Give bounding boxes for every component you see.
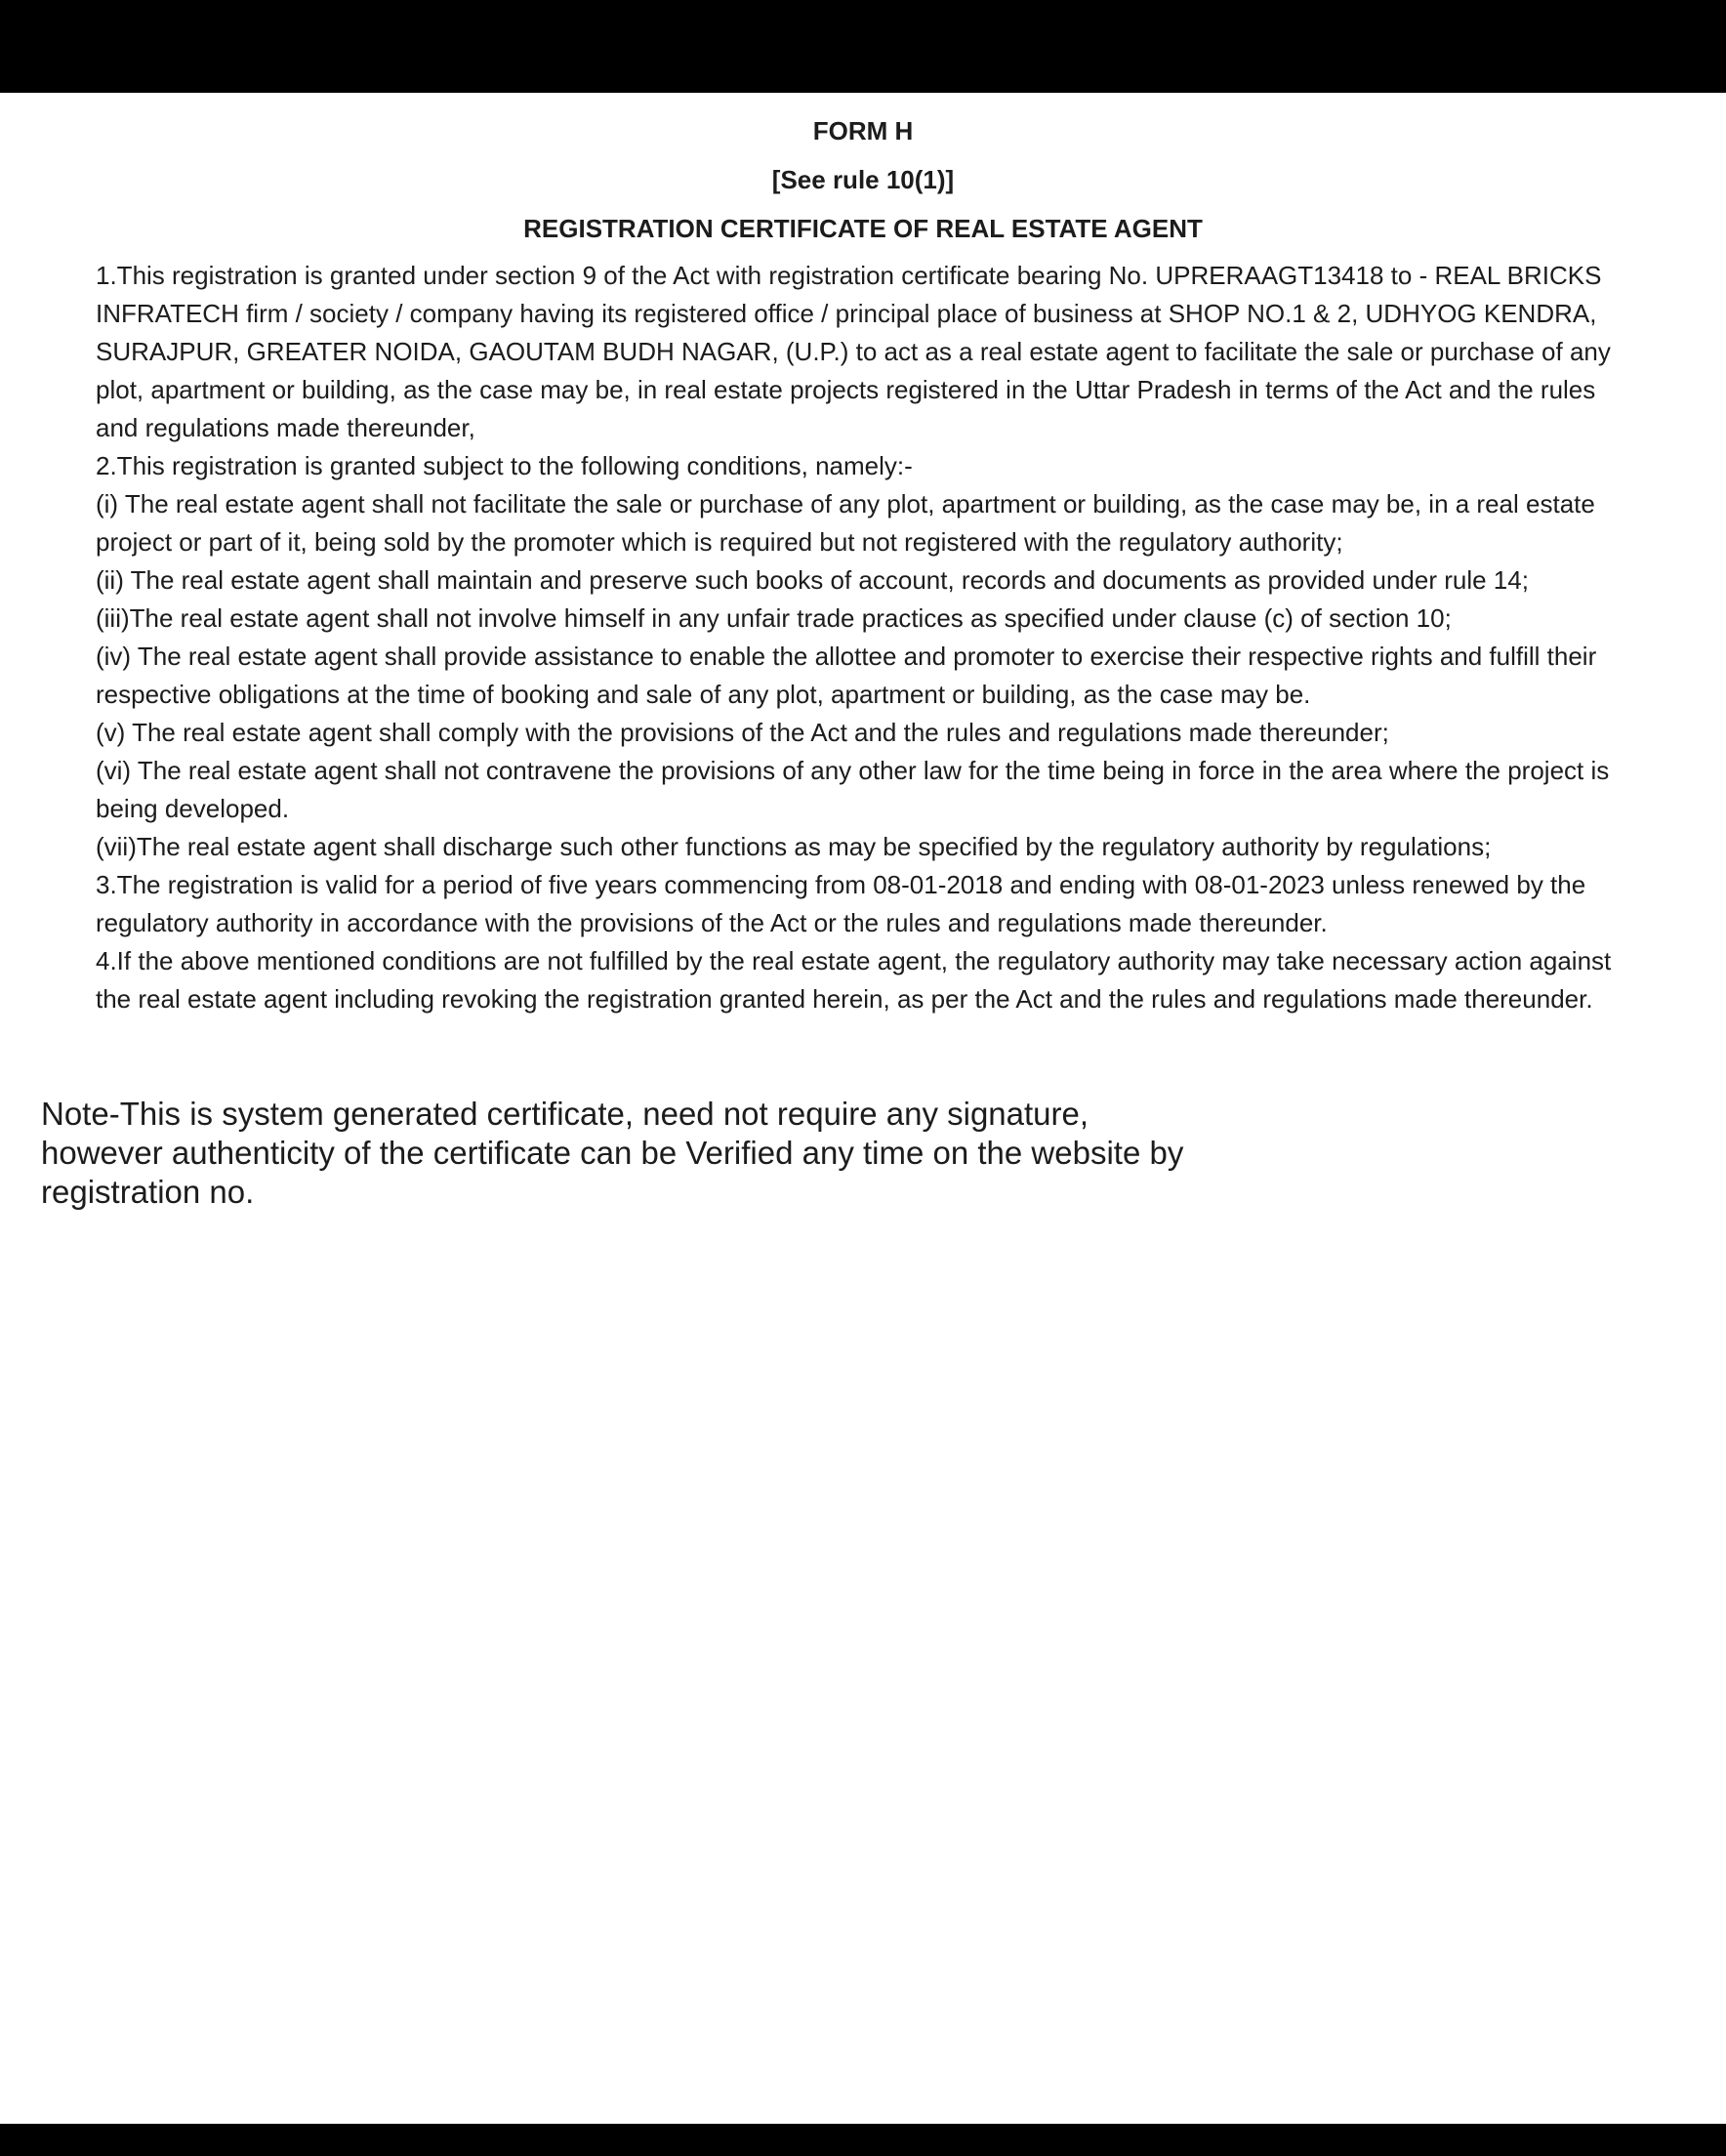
title-block — [96, 112, 1630, 149]
clause-3-validity-period: 3.The registration is valid for a period of five years commencing from 08-01-2018 and ending with 08-01-2023 unless renewed by the regulatory authority in accordance with the provisions of the Act or the rules and regulations made thereunder. — [96, 870, 1586, 937]
certificate-heading: REGISTRATION CERTIFICATE OF REAL ESTATE AGENT — [523, 214, 1203, 243]
condition-iii: (iii)The real estate agent shall not involve himself in any unfair trade practices as specified under clause (c) of section 10; — [96, 603, 1452, 633]
clause-2-conditions-intro: 2.This registration is granted subject to the following conditions, namely:- — [96, 451, 913, 480]
top-black-bar — [0, 0, 1726, 93]
system-generated-note: Note-This is system generated certificate, need not require any signature, however authenticity of the certificate can be Verified any time on the website by registration no. — [41, 1096, 1184, 1210]
certificate-body — [96, 257, 1630, 1018]
condition-iv: (iv) The real estate agent shall provide assistance to enable the allottee and promoter to exercise their respective rights and fulfill their respective obligations at the time of booking and sale of any plot, apartment or building, as the case may be. — [96, 642, 1597, 709]
rule-reference: [See rule 10(1)] — [771, 165, 955, 194]
condition-ii: (ii) The real estate agent shall maintain and preserve such books of account, records and documents as provided under rule 14; — [96, 565, 1529, 595]
condition-vii: (vii)The real estate agent shall discharge such other functions as may be specified by the regulatory authority by regulations; — [96, 832, 1492, 861]
clause-1-registration-grant: 1.This registration is granted under section 9 of the Act with registration certificate bearing No. UPRERAAGT13418 to - REAL BRICKS INFRATECH firm / society / company having its registered office / principal place of business at SHOP NO.1 & 2, UDHYOG KENDRA, SURAJPUR, GREATER NOIDA, GAOUTAM BUDH NAGAR, (U.P.) to act as a real estate agent to facilitate the sale or purchase of any plot, apartment or building, as the case may be, in real estate projects registered in the Uttar Pradesh in terms of the Act and the rules and regulations made thereunder, — [96, 261, 1611, 442]
certificate-document — [0, 93, 1726, 1212]
clause-4-revocation: 4.If the above mentioned conditions are not fulfilled by the real estate agent, the regulatory authority may take necessary action against the real estate agent including revoking the registration granted herein, as per the Act and the rules and regulations made thereunder. — [96, 946, 1612, 1014]
form-title: FORM H — [812, 116, 914, 145]
condition-vi: (vi) The real estate agent shall not contravene the provisions of any other law for the time being in force in the area where the project is being developed. — [96, 756, 1610, 823]
certificate-heading-block — [96, 210, 1630, 247]
condition-v: (v) The real estate agent shall comply with the provisions of the Act and the rules and regulations made thereunder; — [96, 718, 1389, 747]
condition-i: (i) The real estate agent shall not facilitate the sale or purchase of any plot, apartment or building, as the case may be, in a real estate project or part of it, being sold by the promoter which is required but not registered with the regulatory authority; — [96, 489, 1595, 557]
rule-reference-block — [96, 161, 1630, 198]
bottom-black-bar — [0, 2124, 1726, 2156]
